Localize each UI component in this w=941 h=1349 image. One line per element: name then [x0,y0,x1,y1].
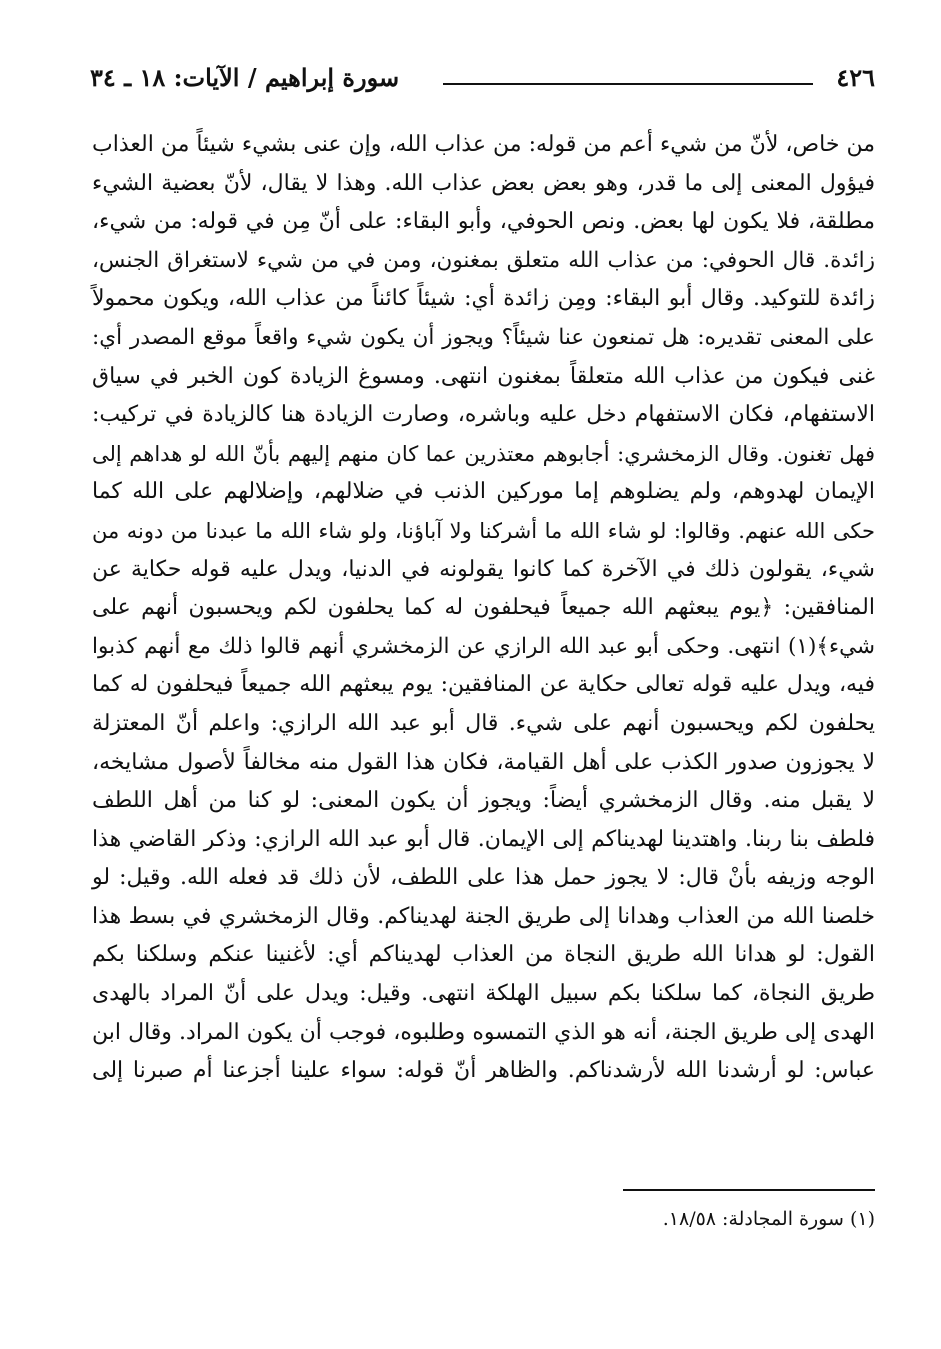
footnote: (١) سورة المجادلة: ١٨/٥٨. [662,1208,875,1230]
text-line: الاستفهام، فكان الاستفهام دخل عليه وباشره، وصارت الزيادة هنا كالزيادة في تركيب: [92,402,875,428]
running-header [90,62,875,102]
text-line: شيء﴾(١) انتهى. وحكى أبو عبد الله الرازي عن الزمخشري أنهم قالوا ذلك مع أنهم كذبوا [92,633,875,659]
body-text [92,126,875,1091]
text-line: من خاص، لأنّ من شيء أعم من قوله: من عذاب الله، وإن عنى بشيء شيئاً من العذاب [92,132,875,157]
page-number: ٤٢٦ [836,63,875,92]
text-line: يحلفون لكم ويحسبون أنهم على شيء. قال أبو عبد الله الرازي: واعلم أنّ المعتزلة [92,710,875,736]
text-line: القول: لو هدانا الله طريق النجاة من العذاب لهديناكم أي: لأغنينا عنكم وسلكنا بكم [92,942,875,968]
text-line: عباس: لو أرشدنا الله لأرشدناكم. والظاهر أنّ قوله: سواء علينا أجزعنا أم صبرنا إلى [92,1058,875,1084]
text-line: الوجه وزيفه بأنْ قال: لا يجوز حمل هذا على اللطف، لأن ذلك قد فعله الله. وقيل: لو [92,865,875,891]
header-rule [443,83,813,85]
text-line: غنى فيكون من عذاب الله متعلقاً بمغنون انتهى. ومسوغ الزيادة كون الخبر في سياق [92,363,875,389]
text-line: على المعنى تقديره: هل تمنعون عنا شيئاً؟ ويجوز أن يكون شيء واقعاً موقع المصدر أي: [92,324,875,350]
text-line: طريق النجاة، كما سلكنا بكم سبيل الهلكة انتهى. وقيل: ويدل على أنّ المراد بالهدى [92,981,875,1007]
text-line: شيء، يقولون ذلك في الآخرة كما كانوا يقولونه في الدنيا، ويدل عليه قوله حكاية عن [92,556,875,582]
text-line: فهل تغنون. وقال الزمخشري: أجابوهم معتذرين عما كان منهم إليهم بأنّ الله لو هداهم إلى [92,441,875,466]
text-line: زائدة للتوكيد. وقال أبو البقاء: ومِن زائدة أي: شيئاً كائناً من عذاب الله، ويكون محمولاً [92,286,875,312]
text-line: الإيمان لهدوهم، ولم يضلوهم إما موركين الذنب في ضلالهم، وإضلالهم على الله كما [92,479,875,505]
text-line: المنافقين: ﴿يوم يبعثهم الله جميعاً فيحلفون له كما يحلفون لكم ويحسبون أنهم على [92,595,875,621]
text-line: زائدة. قال الحوفي: من عذاب الله متعلق بمغنون، ومن في من شيء لاستغراق الجنس، [92,247,875,273]
text-line: لا يجوزون صدور الكذب على أهل القيامة، فكان هذا القول منه مخالفاً لأصول مشايخه، [92,749,875,775]
footnote-rule [623,1189,875,1191]
text-line: حكى الله عنهم. وقالوا: لو شاء الله ما أشركنا ولا آباؤنا، ولو شاء الله ما عبدنا من دونه من [92,518,875,543]
text-line: فيؤول المعنى إلى ما قدر، وهو بعض بعض عذاب الله. وهذا لا يقال، لأنّ بعضية الشيء [92,170,875,196]
text-line: خلصنا الله من العذاب وهدانا إلى طريق الجنة لهديناكم. وقال الزمخشري في بسط هذا [92,903,875,929]
text-line: فيه، ويدل عليه قوله تعالى حكاية عن المنافقين: يوم يبعثهم الله جميعاً فيحلفون له كما [92,672,875,698]
text-line: لا يقبل منه. وقال الزمخشري أيضاً: ويجوز أن يكون المعنى: لو كنا من أهل اللطف [92,788,875,814]
text-line: مطلقة، فلا يكون لها بعض. ونص الحوفي، وأبو البقاء: على أنّ مِن في قوله: من شيء، [92,209,875,235]
chapter-title: سورة إبراهيم / الآيات: ١٨ ـ ٣٤ [90,63,400,92]
text-line: الهدى إلى طريق الجنة، أنه هو الذي التمسوه وطلبوه، فوجب أن يكون المراد. وقال ابن [92,1019,875,1045]
text-line: فلطف بنا ربنا. واهتدينا لهديناكم إلى الإيمان. قال أبو عبد الله الرازي: وذكر القاضي هذا [92,826,875,852]
